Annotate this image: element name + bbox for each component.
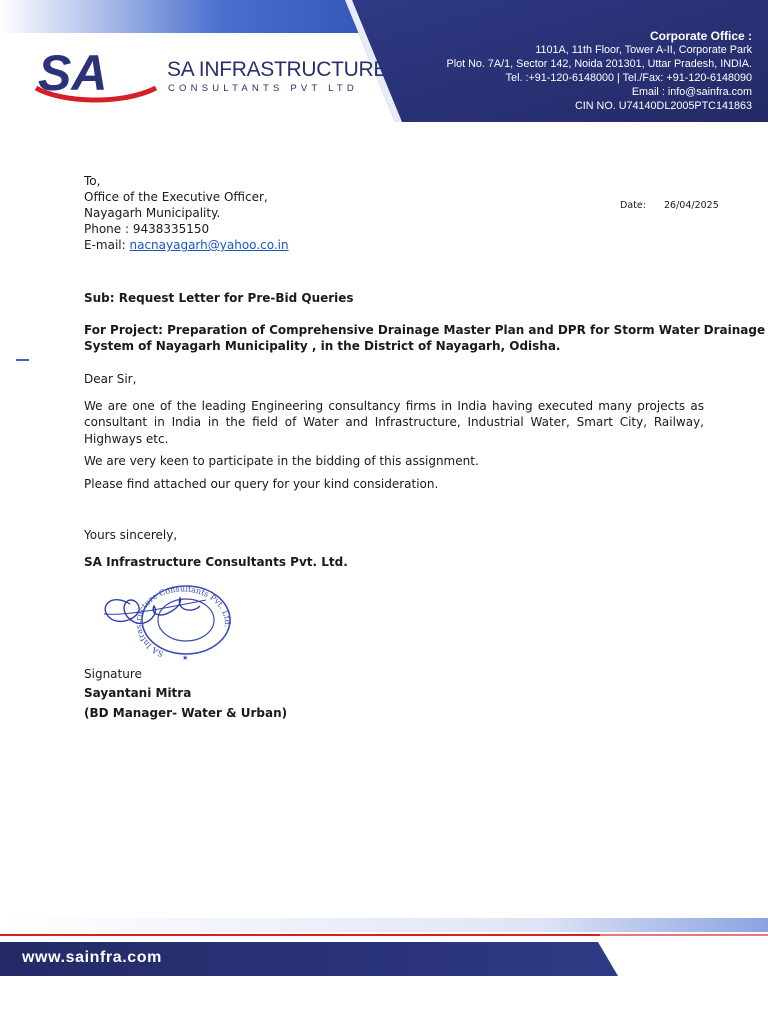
svg-text:★: ★ <box>182 654 189 662</box>
logo-mark-text: SA <box>38 45 108 101</box>
body-paragraph-1: We are one of the leading Engineering consultancy firms in India having executed many projects as consultant in India in the field of Water and Infrastructure, Industrial Water, Smart City, Railway, Highways etc. <box>84 399 704 446</box>
footer-banner-graphic <box>0 918 768 978</box>
recipient-email-link[interactable]: nacnayagarh@yahoo.co.in <box>129 238 289 252</box>
recipient-municipality: Nayagarh Municipality. <box>84 206 221 220</box>
date-block <box>620 200 719 211</box>
corporate-office-block <box>447 29 752 113</box>
closing-regards: Yours sincerely, <box>84 528 178 542</box>
stamp-text: SA Infrastructure Consultants Pvt. Ltd. <box>133 584 232 659</box>
body-paragraph-3: Please find attached our query for your kind consideration. <box>84 477 439 491</box>
office-title: Corporate Office : <box>649 29 752 43</box>
date-value: 26/04/2025 <box>663 200 719 211</box>
date-label: Date: <box>620 200 646 211</box>
office-line: 1101A, 11th Floor, Tower A-II, Corporate Park <box>535 44 752 56</box>
signatory-designation: (BD Manager- Water & Urban) <box>84 706 288 720</box>
recipient-office: Office of the Executive Officer, <box>84 190 268 204</box>
recipient-phone: Phone : 9438335150 <box>84 222 210 236</box>
company-subtitle: CONSULTANTS PVT LTD <box>168 83 358 94</box>
project-line-1: For Project: Preparation of Comprehensive Drainage Master Plan and DPR for Storm Water Drainage <box>84 323 766 337</box>
subject-label: Sub <box>84 291 110 305</box>
office-email: Email : info@sainfra.com <box>631 86 752 98</box>
letterhead-header <box>0 0 768 122</box>
footer-website[interactable]: www.sainfra.com <box>22 949 162 966</box>
letterhead-footer <box>0 918 768 978</box>
subject-text: : Request Letter for Pre-Bid Queries <box>109 291 354 305</box>
email-label: E-mail: <box>84 238 130 252</box>
recipient-to: To, <box>84 174 101 188</box>
project-line-2: System of Nayagarh Municipality , in the District of Nayagarh, Odisha. <box>84 339 561 353</box>
office-line: Plot No. 7A/1, Sector 142, Noida 201301, Uttar Pradesh, INDIA. <box>446 58 752 70</box>
office-line: Tel. :+91-120-6148000 | Tel./Fax: +91-120-6148090 <box>505 72 752 84</box>
closing-company: SA Infrastructure Consultants Pvt. Ltd. <box>84 555 348 569</box>
company-logo <box>30 44 165 106</box>
signatory-name: Sayantani Mitra <box>84 686 192 700</box>
margin-marker <box>16 359 29 361</box>
subject-line <box>84 290 354 306</box>
company-name: SA INFRASTRUCTURE <box>167 58 388 81</box>
salutation: Dear Sir, <box>84 372 137 386</box>
office-cin: CIN NO. U74140DL2005PTC141863 <box>574 100 752 112</box>
recipient-email-line <box>84 237 289 253</box>
company-stamp-signature <box>96 578 236 662</box>
signature-label: Signature <box>84 667 142 681</box>
body-paragraph-2: We are very keen to participate in the bidding of this assignment. <box>84 454 479 468</box>
